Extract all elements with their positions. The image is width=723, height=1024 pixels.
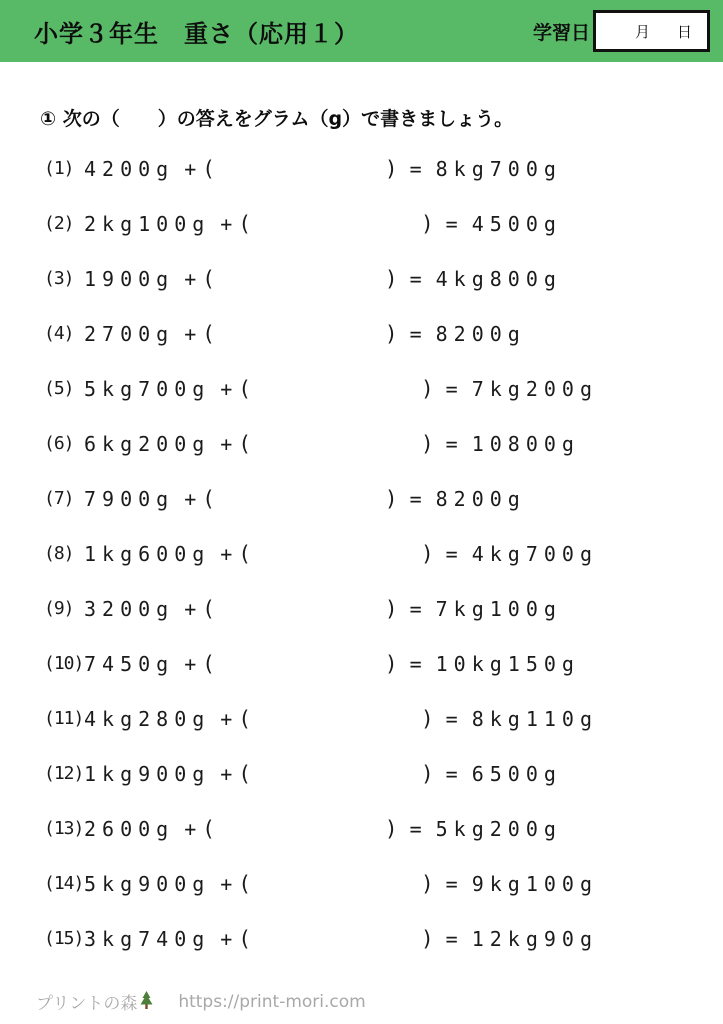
close-paren: ) xyxy=(384,486,398,511)
right-operand: 4500g xyxy=(471,211,562,236)
close-paren: ) xyxy=(384,816,398,841)
problem-number: (10) xyxy=(44,653,84,674)
equals-sign: = xyxy=(409,321,422,346)
problem-number: (12) xyxy=(44,763,84,784)
answer-blank xyxy=(215,168,385,169)
close-paren: ) xyxy=(384,321,398,346)
open-paren: ( xyxy=(202,651,215,676)
equals-sign: = xyxy=(409,651,422,676)
equals-sign: = xyxy=(445,431,458,456)
problem-row xyxy=(44,636,723,691)
worksheet-header xyxy=(0,0,723,62)
day-label: 日 xyxy=(676,22,692,41)
plus-sign: + xyxy=(220,706,233,731)
problem-row xyxy=(44,581,723,636)
open-paren: ( xyxy=(238,706,251,731)
right-operand: 10kg150g xyxy=(435,651,580,676)
footer-url: https://print-mori.com xyxy=(178,991,366,1012)
problem-row xyxy=(44,691,723,746)
right-operand: 7kg200g xyxy=(471,376,598,401)
problem-row xyxy=(44,361,723,416)
month-label: 月 xyxy=(634,22,650,41)
right-operand: 7kg100g xyxy=(435,596,562,621)
problem-row xyxy=(44,416,723,471)
problem-number: (6) xyxy=(44,433,74,454)
plus-sign: + xyxy=(184,321,197,346)
close-paren: ) xyxy=(421,376,434,401)
plus-sign: + xyxy=(184,651,197,676)
plus-sign: + xyxy=(184,816,197,841)
problem-number: (7) xyxy=(44,488,74,509)
close-paren: ) xyxy=(421,761,434,786)
plus-sign: + xyxy=(220,871,233,896)
left-operand: 6kg200g xyxy=(84,431,211,456)
pine-tree-icon xyxy=(139,991,154,1014)
equals-sign: = xyxy=(409,486,422,511)
problem-row xyxy=(44,141,723,196)
instruction-text: ① 次の（ ）の答えをグラム（g）で書きましょう。 xyxy=(40,108,514,130)
left-operand: 1900g xyxy=(84,266,175,291)
problem-row xyxy=(44,306,723,361)
equals-sign: = xyxy=(445,706,458,731)
open-paren: ( xyxy=(202,596,215,621)
problem-number: (11) xyxy=(44,708,84,729)
problem-row xyxy=(44,911,723,966)
left-operand: 7900g xyxy=(84,486,175,511)
problem-number: (13) xyxy=(44,818,84,839)
problem-row xyxy=(44,471,723,526)
answer-blank xyxy=(215,498,385,499)
right-operand: 8200g xyxy=(435,486,526,511)
answer-blank xyxy=(251,773,421,774)
problem-number: (8) xyxy=(44,543,74,564)
left-operand: 7450g xyxy=(84,651,175,676)
left-operand: 3200g xyxy=(84,596,175,621)
equals-sign: = xyxy=(409,596,422,621)
left-operand: 2600g xyxy=(84,816,175,841)
equals-sign: = xyxy=(409,156,422,181)
problem-row xyxy=(44,196,723,251)
plus-sign: + xyxy=(220,761,233,786)
right-operand: 8kg110g xyxy=(471,706,598,731)
problem-number: (3) xyxy=(44,268,74,289)
equals-sign: = xyxy=(409,816,422,841)
open-paren: ( xyxy=(238,541,251,566)
close-paren: ) xyxy=(384,156,398,181)
plus-sign: + xyxy=(220,431,233,456)
problem-row xyxy=(44,801,723,856)
close-paren: ) xyxy=(421,926,434,951)
footer xyxy=(36,989,366,1014)
equals-sign: = xyxy=(409,266,422,291)
close-paren: ) xyxy=(421,706,434,731)
answer-blank xyxy=(251,718,421,719)
problem-number: (9) xyxy=(44,598,74,619)
open-paren: ( xyxy=(202,816,215,841)
open-paren: ( xyxy=(202,266,215,291)
problem-number: (14) xyxy=(44,873,84,894)
close-paren: ) xyxy=(384,266,398,291)
problems-list xyxy=(44,141,723,966)
left-operand: 5kg700g xyxy=(84,376,211,401)
left-operand: 3kg740g xyxy=(84,926,211,951)
study-date-label: 学習日 xyxy=(532,21,590,44)
plus-sign: + xyxy=(184,486,197,511)
open-paren: ( xyxy=(238,926,251,951)
answer-blank xyxy=(251,938,421,939)
equals-sign: = xyxy=(445,541,458,566)
plus-sign: + xyxy=(184,156,197,181)
close-paren: ) xyxy=(421,211,434,236)
left-operand: 5kg900g xyxy=(84,871,211,896)
equals-sign: = xyxy=(445,926,458,951)
plus-sign: + xyxy=(220,376,233,401)
close-paren: ) xyxy=(384,651,398,676)
open-paren: ( xyxy=(238,376,251,401)
open-paren: ( xyxy=(238,761,251,786)
problem-number: (5) xyxy=(44,378,74,399)
open-paren: ( xyxy=(238,431,251,456)
plus-sign: + xyxy=(184,266,197,291)
right-operand: 12kg90g xyxy=(471,926,598,951)
open-paren: ( xyxy=(202,321,215,346)
answer-blank xyxy=(251,883,421,884)
problem-number: (4) xyxy=(44,323,74,344)
plus-sign: + xyxy=(220,541,233,566)
left-operand: 4kg280g xyxy=(84,706,211,731)
answer-blank xyxy=(251,223,421,224)
close-paren: ) xyxy=(384,596,398,621)
answer-blank xyxy=(215,608,385,609)
left-operand: 4200g xyxy=(84,156,175,181)
right-operand: 8kg700g xyxy=(435,156,562,181)
close-paren: ) xyxy=(421,541,434,566)
problem-number: (1) xyxy=(44,158,74,179)
plus-sign: + xyxy=(220,211,233,236)
problem-number: (15) xyxy=(44,928,84,949)
problem-row xyxy=(44,251,723,306)
left-operand: 1kg900g xyxy=(84,761,211,786)
date-entry-box xyxy=(593,10,710,52)
equals-sign: = xyxy=(445,761,458,786)
problem-row xyxy=(44,526,723,581)
footer-site-name: プリントの森 xyxy=(36,994,138,1014)
right-operand: 10800g xyxy=(471,431,580,456)
left-operand: 1kg600g xyxy=(84,541,211,566)
open-paren: ( xyxy=(202,156,215,181)
answer-blank xyxy=(251,443,421,444)
answer-blank xyxy=(215,663,385,664)
problem-number: (2) xyxy=(44,213,74,234)
right-operand: 8200g xyxy=(435,321,526,346)
close-paren: ) xyxy=(421,871,434,896)
right-operand: 9kg100g xyxy=(471,871,598,896)
right-operand: 4kg700g xyxy=(471,541,598,566)
problem-row xyxy=(44,746,723,801)
open-paren: ( xyxy=(202,486,215,511)
page-title: 小学３年生 重さ（応用１） xyxy=(34,19,359,48)
study-date-area xyxy=(533,10,710,52)
equals-sign: = xyxy=(445,871,458,896)
close-paren: ) xyxy=(421,431,434,456)
answer-blank xyxy=(215,278,385,279)
right-operand: 4kg800g xyxy=(435,266,562,291)
open-paren: ( xyxy=(238,211,251,236)
answer-blank xyxy=(215,333,385,334)
right-operand: 5kg200g xyxy=(435,816,562,841)
right-operand: 6500g xyxy=(471,761,562,786)
equals-sign: = xyxy=(445,376,458,401)
plus-sign: + xyxy=(184,596,197,621)
answer-blank xyxy=(251,553,421,554)
problem-row xyxy=(44,856,723,911)
plus-sign: + xyxy=(220,926,233,951)
left-operand: 2700g xyxy=(84,321,175,346)
answer-blank xyxy=(215,828,385,829)
answer-blank xyxy=(251,388,421,389)
equals-sign: = xyxy=(445,211,458,236)
open-paren: ( xyxy=(238,871,251,896)
left-operand: 2kg100g xyxy=(84,211,211,236)
